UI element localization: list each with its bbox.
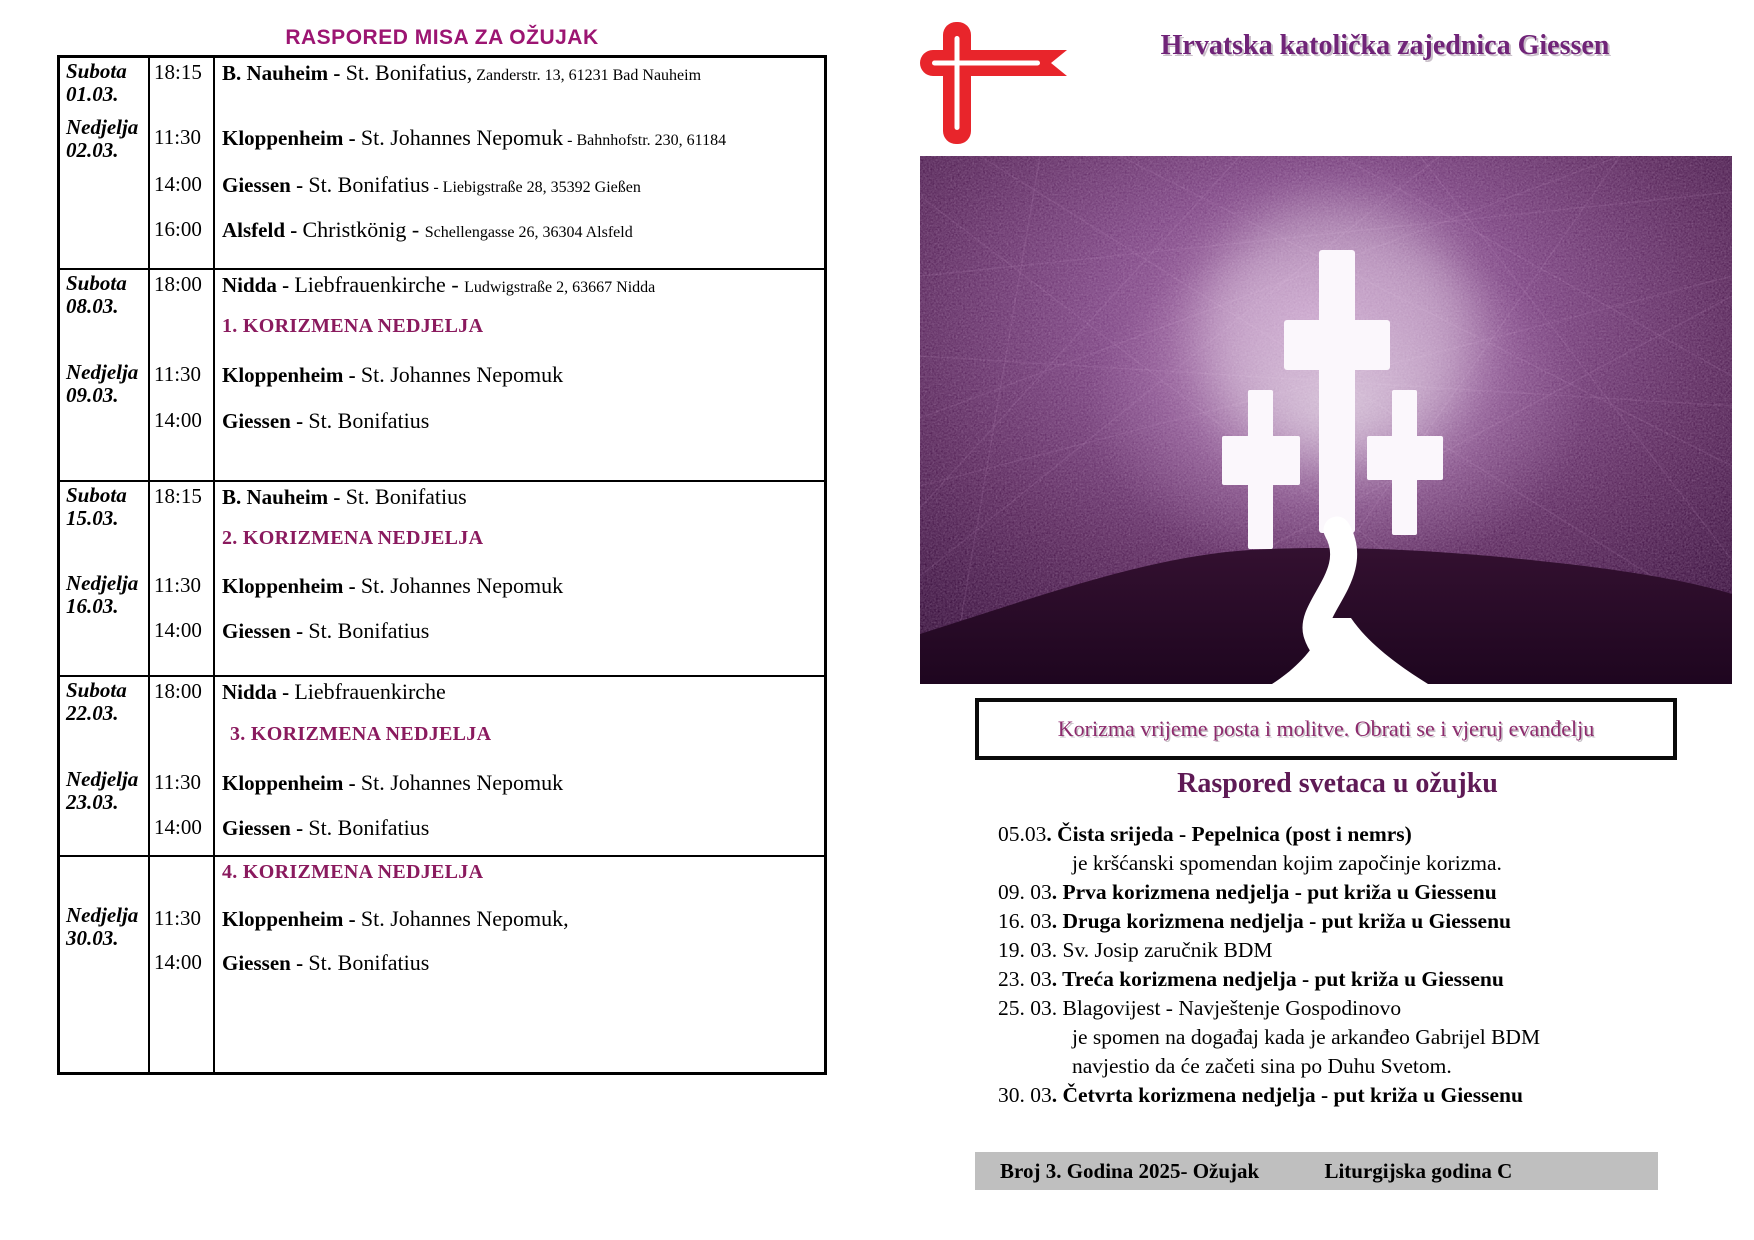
mass-time: 11:30 [154,770,202,794]
lent-motto-banner [975,698,1677,760]
mass-location: B. Nauheim - St. Bonifatius, Zanderstr. 13, 61231 Bad Nauheim [222,60,702,85]
feast-label: 1. KORIZMENA NEDJELJA [222,315,484,337]
mass-time: 14:00 [154,950,202,974]
mass-location: Giessen - St. Bonifatius [222,815,430,840]
mass-location: B. Nauheim - St. Bonifatius [222,484,467,509]
mass-date-label: Nedjelja 16.03. [66,571,139,618]
mass-time: 14:00 [154,408,202,432]
saints-item: 23. 03. Treća korizmena nedjelja - put križa u Giessenu [998,967,1504,991]
mass-location: Kloppenheim - St. Johannes Nepomuk [222,362,564,387]
saints-item: 09. 03. Prva korizmena nedjelja - put križa u Giessenu [998,880,1497,904]
mass-location: Nidda - Liebfrauenkirche [222,679,446,704]
mass-date-label: Nedjelja 09.03. [66,360,139,407]
mass-date-label: Nedjelja 02.03. [66,115,139,162]
saints-item-note: navjestio da će začeti sina po Duhu Svetom. [1072,1054,1452,1078]
mass-date-label: Subota 15.03. [66,483,127,530]
red-cross-flag-icon [920,12,1070,146]
mass-time: 11:30 [154,906,202,930]
mass-date-label: Subota 01.03. [66,59,127,106]
saints-item-note: je kršćanski spomendan kojim započinje korizma. [1072,851,1502,875]
mass-location: Kloppenheim - St. Johannes Nepomuk [222,770,564,795]
mass-time: 18:15 [154,484,202,508]
mass-time: 11:30 [154,125,202,149]
mass-location: Giessen - St. Bonifatius [222,950,430,975]
mass-time: 18:00 [154,679,202,703]
table-row-divider [60,480,824,482]
lent-motto-text: Korizma vrijeme posta i molitve. Obrati se i vjeruj evanđelju [1057,716,1595,741]
mass-time: 18:00 [154,272,202,296]
table-row-divider [60,855,824,857]
saints-item: 25. 03. Blagovijest - Navještenje Gospodinovo [998,996,1402,1020]
feast-label: 4. KORIZMENA NEDJELJA [222,861,484,883]
mass-date-label: Nedjelja 30.03. [66,903,139,950]
mass-location: Nidda - Liebfrauenkirche - Ludwigstraße 2, 63667 Nidda [222,272,656,297]
mass-location: Giessen - St. Bonifatius [222,408,430,433]
saints-item: 30. 03. Četvrta korizmena nedjelja - put križa u Giessenu [998,1083,1523,1107]
saints-item: 19. 03. Sv. Josip zaručnik BDM [998,938,1273,962]
saints-item-note: je spomen na događaj kada je arkanđeo Gabrijel BDM [1072,1025,1541,1049]
mass-time: 14:00 [154,172,202,196]
mass-time: 14:00 [154,815,202,839]
saints-schedule-title: Raspored svetaca u ožujku [1177,768,1498,799]
mass-schedule-title: RASPORED MISA ZA OŽUJAK [285,26,599,49]
mass-location: Alsfeld - Christkönig - Schellengasse 26, 36304 Alsfeld [222,217,633,242]
feast-label: 3. KORIZMENA NEDJELJA [230,723,492,745]
mass-date-label: Subota 08.03. [66,271,127,318]
issue-number-label: Broj 3. Godina 2025- Ožujak [1000,1159,1260,1183]
liturgical-year-label: Liturgijska godina C [1324,1159,1513,1183]
lent-crosses-image [920,156,1732,684]
mass-location: Kloppenheim - St. Johannes Nepomuk, [222,906,569,931]
community-title: Hrvatska katolička zajednica Giessen [1160,30,1610,61]
saints-schedule-list [998,820,1718,1110]
mass-time: 18:15 [154,60,202,84]
mass-time: 16:00 [154,217,202,241]
mass-date-label: Subota 22.03. [66,678,127,725]
mass-date-label: Nedjelja 23.03. [66,767,139,814]
feast-label: 2. KORIZMENA NEDJELJA [222,527,484,549]
table-row-divider [60,268,824,270]
saints-item: 05.03. Čista srijeda - Pepelnica (post i nemrs) [998,822,1412,846]
mass-time: 11:30 [154,573,202,597]
mass-schedule-table [57,55,827,1075]
table-row-divider [60,675,824,677]
mass-time: 11:30 [154,362,202,386]
mass-time: 14:00 [154,618,202,642]
mass-location: Kloppenheim - St. Johannes Nepomuk [222,573,564,598]
mass-location: Giessen - St. Bonifatius [222,618,430,643]
mass-location: Kloppenheim - St. Johannes Nepomuk - Bahnhofstr. 230, 61184 [222,125,727,150]
mass-location: Giessen - St. Bonifatius - Liebigstraße 28, 35392 Gießen [222,172,641,197]
issue-info-bar [975,1152,1658,1190]
saints-item: 16. 03. Druga korizmena nedjelja - put križa u Giessenu [998,909,1512,933]
